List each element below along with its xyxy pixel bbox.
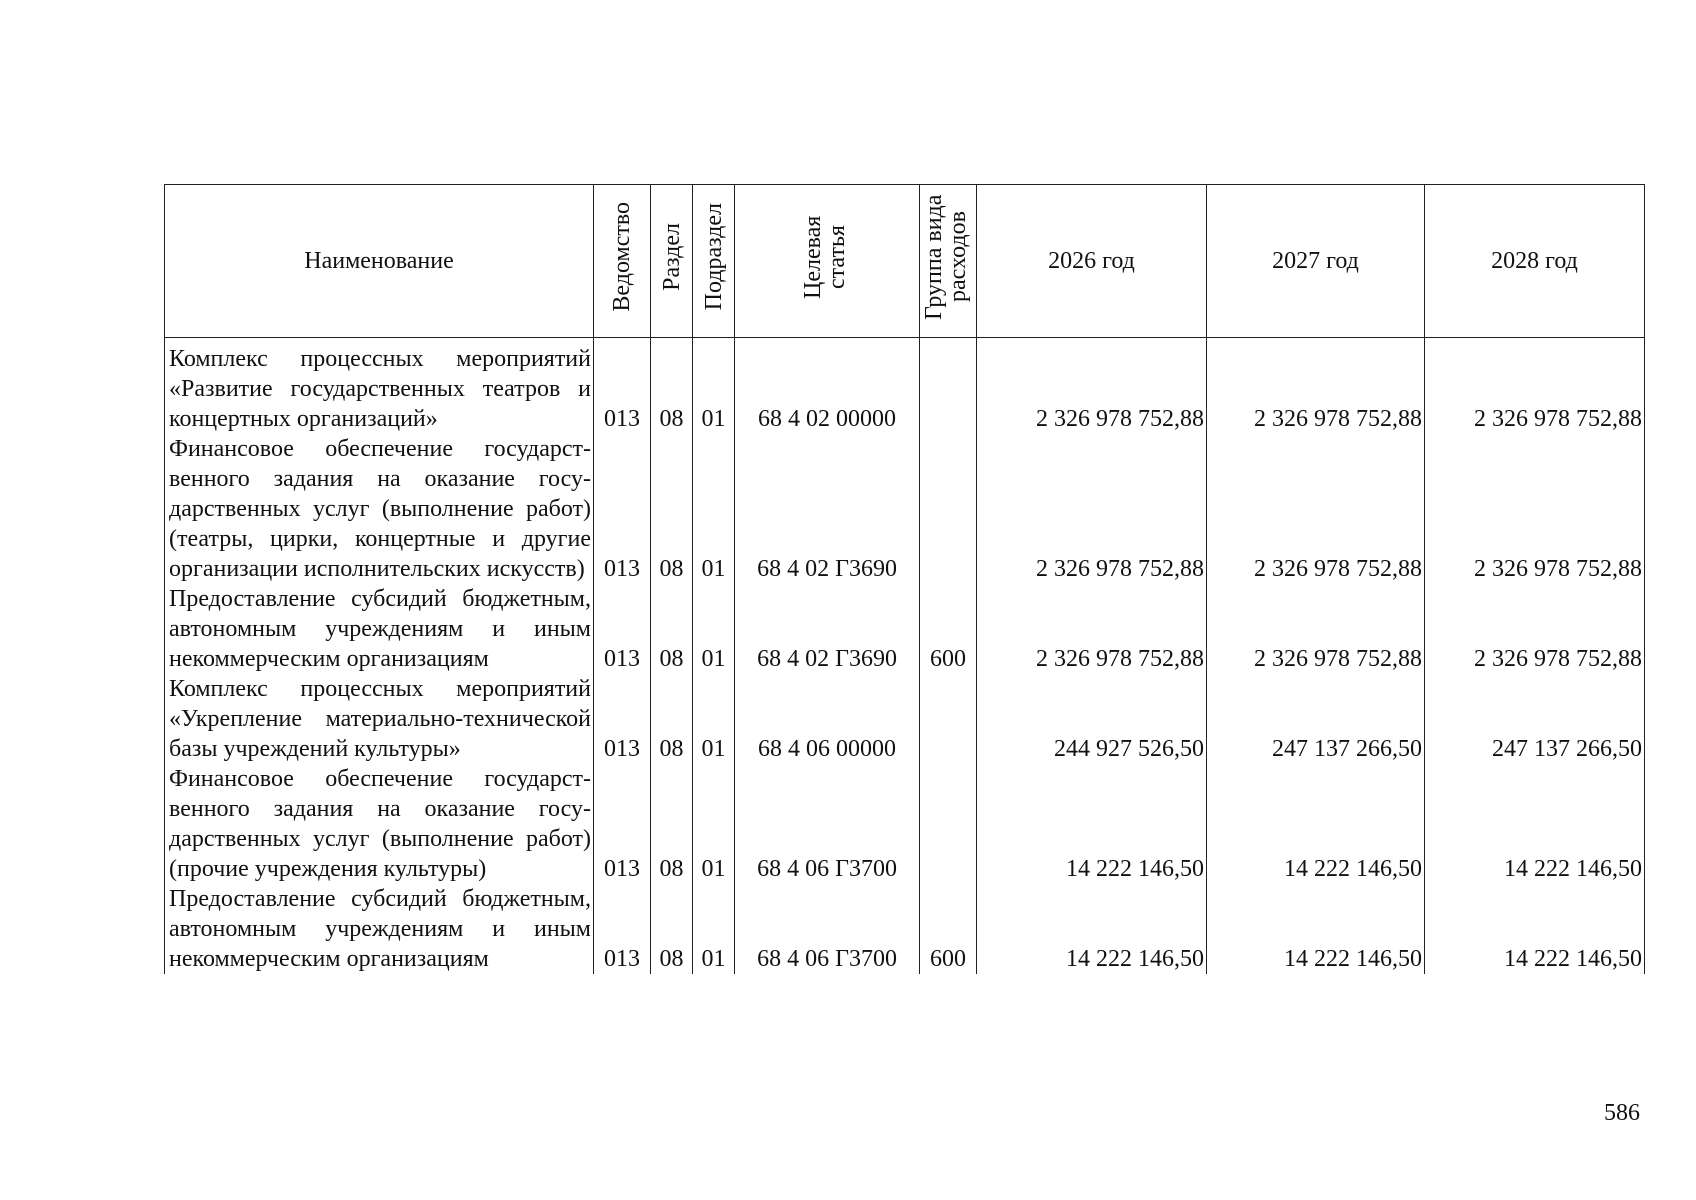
cell-y2027: 14 222 146,50 <box>1207 884 1425 974</box>
cell-celevaya: 68 4 06 Г3700 <box>735 884 920 974</box>
header-celevaya: Целевая статья <box>735 185 920 338</box>
cell-celevaya: 68 4 06 00000 <box>735 674 920 764</box>
cell-y2027: 247 137 266,50 <box>1207 674 1425 764</box>
cell-razdel: 08 <box>651 884 693 974</box>
cell-podrazdel: 01 <box>693 584 735 674</box>
header-name: Наименование <box>165 185 594 338</box>
header-y2028: 2028 год <box>1425 185 1645 338</box>
cell-vedomstvo: 013 <box>594 884 651 974</box>
cell-razdel: 08 <box>651 764 693 884</box>
budget-table <box>164 184 1645 974</box>
cell-vedomstvo: 013 <box>594 674 651 764</box>
cell-name: Предоставление субсидий бюджетным, автономным учреждениям и иным некоммерческим организациям <box>165 584 594 674</box>
cell-gruppa: 600 <box>920 584 977 674</box>
cell-y2028: 14 222 146,50 <box>1425 764 1645 884</box>
table-row <box>165 434 1645 584</box>
cell-y2028: 14 222 146,50 <box>1425 884 1645 974</box>
cell-y2028: 2 326 978 752,88 <box>1425 584 1645 674</box>
table-header <box>165 185 1645 338</box>
cell-y2026: 14 222 146,50 <box>977 764 1207 884</box>
cell-razdel: 08 <box>651 674 693 764</box>
header-vedomstvo: Ведомство <box>594 185 651 338</box>
cell-y2026: 244 927 526,50 <box>977 674 1207 764</box>
cell-name: Финансовое обеспечение государственного задания на оказание государственных услуг (выполнение работ) (прочие учреждения культуры) <box>165 764 594 884</box>
header-razdel: Раздел <box>651 185 693 338</box>
cell-gruppa <box>920 338 977 435</box>
cell-vedomstvo: 013 <box>594 764 651 884</box>
cell-podrazdel: 01 <box>693 884 735 974</box>
cell-y2027: 2 326 978 752,88 <box>1207 434 1425 584</box>
cell-podrazdel: 01 <box>693 434 735 584</box>
cell-y2026: 14 222 146,50 <box>977 884 1207 974</box>
cell-gruppa <box>920 764 977 884</box>
cell-name: Финансовое обеспечение государственного задания на оказание государственных услуг (выполнение работ) (театры, цирки, концертные и другие организации исполнительских искусств) <box>165 434 594 584</box>
header-podrazdel: Подраздел <box>693 185 735 338</box>
cell-razdel: 08 <box>651 434 693 584</box>
cell-y2027: 2 326 978 752,88 <box>1207 338 1425 435</box>
cell-vedomstvo: 013 <box>594 434 651 584</box>
table-row <box>165 764 1645 884</box>
cell-gruppa <box>920 434 977 584</box>
cell-y2027: 14 222 146,50 <box>1207 764 1425 884</box>
cell-podrazdel: 01 <box>693 674 735 764</box>
cell-podrazdel: 01 <box>693 764 735 884</box>
cell-y2028: 2 326 978 752,88 <box>1425 338 1645 435</box>
cell-name: Комплекс процессных мероприятий «Развитие государственных театров и концертных организаций» <box>165 338 594 435</box>
cell-vedomstvo: 013 <box>594 584 651 674</box>
table-row <box>165 674 1645 764</box>
cell-y2028: 247 137 266,50 <box>1425 674 1645 764</box>
cell-y2027: 2 326 978 752,88 <box>1207 584 1425 674</box>
cell-celevaya: 68 4 02 00000 <box>735 338 920 435</box>
cell-celevaya: 68 4 06 Г3700 <box>735 764 920 884</box>
cell-y2026: 2 326 978 752,88 <box>977 584 1207 674</box>
cell-gruppa <box>920 674 977 764</box>
cell-celevaya: 68 4 02 Г3690 <box>735 434 920 584</box>
cell-name: Комплекс процессных мероприятий «Укрепление материально-технической базы учреждений культуры» <box>165 674 594 764</box>
cell-podrazdel: 01 <box>693 338 735 435</box>
page-number: 586 <box>1604 1100 1640 1126</box>
header-row <box>165 185 1645 338</box>
table-body <box>165 338 1645 975</box>
cell-celevaya: 68 4 02 Г3690 <box>735 584 920 674</box>
header-gruppa: Группа вида расходов <box>920 185 977 338</box>
table-row <box>165 584 1645 674</box>
table-row <box>165 884 1645 974</box>
cell-gruppa: 600 <box>920 884 977 974</box>
cell-razdel: 08 <box>651 584 693 674</box>
cell-vedomstvo: 013 <box>594 338 651 435</box>
cell-y2026: 2 326 978 752,88 <box>977 434 1207 584</box>
cell-y2026: 2 326 978 752,88 <box>977 338 1207 435</box>
cell-y2028: 2 326 978 752,88 <box>1425 434 1645 584</box>
cell-name: Предоставление субсидий бюджетным, автономным учреждениям и иным некоммерческим организациям <box>165 884 594 974</box>
header-y2027: 2027 год <box>1207 185 1425 338</box>
cell-razdel: 08 <box>651 338 693 435</box>
header-y2026: 2026 год <box>977 185 1207 338</box>
table-row <box>165 338 1645 435</box>
